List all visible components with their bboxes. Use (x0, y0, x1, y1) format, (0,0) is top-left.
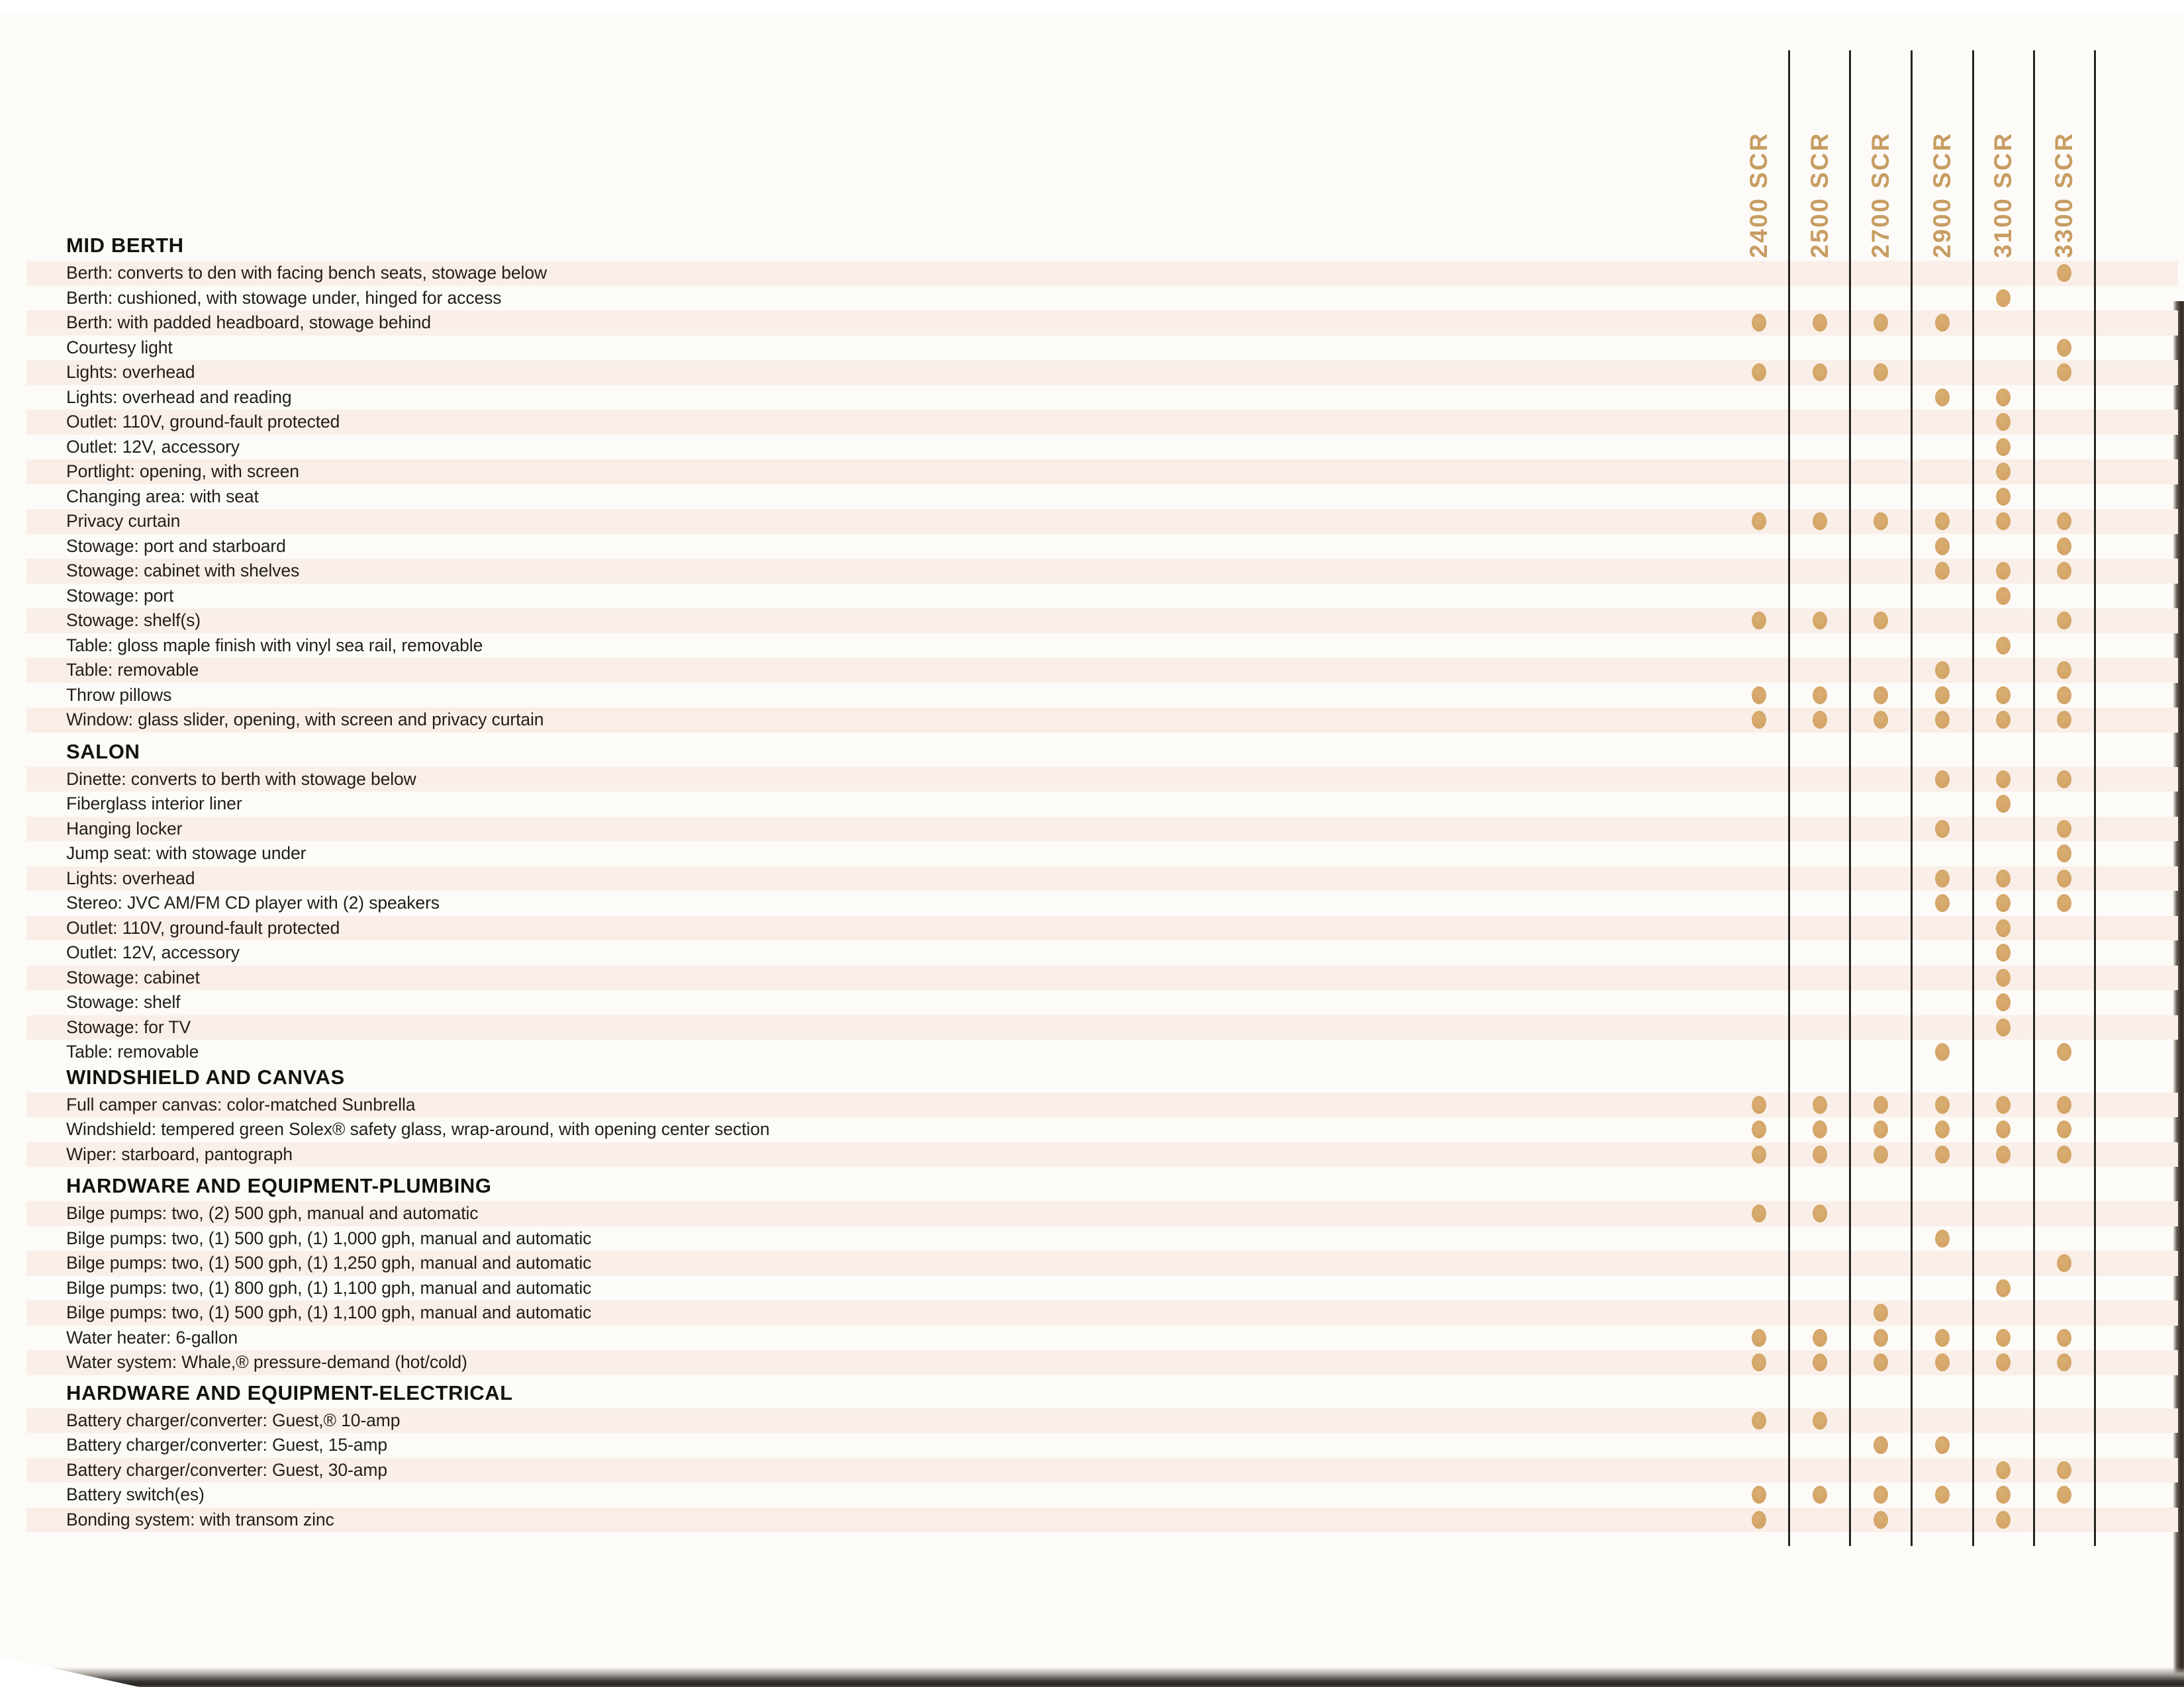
feature-dot-2500 (1813, 512, 1827, 530)
feature-dot-2400 (1752, 1486, 1766, 1504)
feature-dot-2400 (1752, 1329, 1766, 1347)
feature-row (26, 1482, 2178, 1508)
feature-label: Window: glass slider, opening, with screen and privacy curtain (66, 709, 544, 729)
feature-row (26, 1142, 2178, 1167)
section-title: MID BERTH (66, 234, 184, 257)
feature-dot-2500 (1813, 1329, 1827, 1347)
feature-label: Changing area: with seat (66, 486, 259, 506)
feature-label: Wiper: starboard, pantograph (66, 1144, 293, 1164)
feature-row (26, 990, 2178, 1015)
feature-dot-3100 (1996, 1486, 2011, 1504)
column-line-3100 (2033, 50, 2035, 1546)
feature-dot-3100 (1996, 1279, 2011, 1297)
feature-label: Portlight: opening, with screen (66, 461, 299, 481)
feature-dot-3100 (1996, 1353, 2011, 1371)
feature-row (26, 310, 2178, 336)
feature-dot-3300 (2057, 363, 2071, 381)
feature-dot-3300 (2057, 686, 2071, 704)
feature-dot-3300 (2057, 339, 2071, 357)
feature-dot-3100 (1996, 1146, 2011, 1163)
feature-dot-2400 (1752, 612, 1766, 629)
column-line-2500 (1849, 50, 1851, 1546)
feature-row (26, 940, 2178, 966)
feature-row (26, 286, 2178, 311)
feature-dot-2700 (1874, 686, 1888, 704)
column-header-3300-scr: 3300 SCR (2050, 132, 2077, 258)
feature-row (26, 484, 2178, 510)
feature-row (26, 1458, 2178, 1483)
feature-dot-2400 (1752, 1511, 1766, 1529)
feature-dot-2900 (1935, 1120, 1950, 1138)
feature-label: Bilge pumps: two, (2) 500 gph, manual and automatic (66, 1203, 479, 1223)
feature-dot-2900 (1935, 537, 1950, 555)
feature-dot-2400 (1752, 314, 1766, 332)
column-header-2900-scr: 2900 SCR (1928, 132, 1956, 258)
feature-label: Berth: cushioned, with stowage under, hinged for access (66, 287, 502, 308)
feature-row (26, 608, 2178, 633)
feature-dot-3300 (2057, 1461, 2071, 1479)
feature-row (26, 966, 2178, 991)
feature-dot-2900 (1935, 1146, 1950, 1163)
feature-dot-3100 (1996, 1329, 2011, 1347)
feature-label: Throw pillows (66, 684, 172, 705)
feature-label: Windshield: tempered green Solex® safety glass, wrap-around, with opening center section (66, 1119, 770, 1139)
feature-row (26, 1508, 2178, 1533)
feature-row (26, 1276, 2178, 1301)
column-header-3100-scr: 3100 SCR (1989, 132, 2017, 258)
feature-dot-3100 (1996, 795, 2011, 813)
feature-label: Battery switch(es) (66, 1484, 205, 1504)
feature-dot-2900 (1935, 1486, 1950, 1504)
feature-dot-3100 (1996, 919, 2011, 937)
feature-row (26, 633, 2178, 659)
feature-dot-2700 (1874, 1304, 1888, 1322)
feature-dot-2700 (1874, 314, 1888, 332)
feature-dot-2900 (1935, 314, 1950, 332)
feature-label: Outlet: 110V, ground-fault protected (66, 917, 340, 938)
feature-dot-3300 (2057, 820, 2071, 838)
feature-label: Berth: converts to den with facing bench seats, stowage below (66, 263, 547, 283)
feature-dot-3100 (1996, 1511, 2011, 1529)
section-header-hardware-and-equipment-electrical (26, 1375, 1682, 1408)
feature-row (26, 1300, 2178, 1326)
feature-dot-3300 (2057, 1329, 2071, 1347)
feature-dot-2500 (1813, 1096, 1827, 1114)
feature-row (26, 534, 2178, 559)
feature-dot-2500 (1813, 686, 1827, 704)
feature-row (26, 410, 2178, 435)
feature-label: Battery charger/converter: Guest, 30-amp (66, 1459, 387, 1480)
feature-dot-2500 (1813, 1486, 1827, 1504)
feature-dot-3300 (2057, 612, 2071, 629)
feature-dot-3300 (2057, 894, 2071, 912)
feature-dot-2900 (1935, 1329, 1950, 1347)
feature-dot-2700 (1874, 512, 1888, 530)
feature-label: Courtesy light (66, 337, 173, 357)
feature-row (26, 891, 2178, 916)
feature-dot-2700 (1874, 1146, 1888, 1163)
feature-row (26, 866, 2178, 891)
feature-dot-2900 (1935, 686, 1950, 704)
feature-dot-2900 (1935, 894, 1950, 912)
feature-dot-2400 (1752, 1353, 1766, 1371)
feature-dot-2500 (1813, 1412, 1827, 1430)
feature-label: Jump seat: with stowage under (66, 843, 307, 863)
feature-dot-3100 (1996, 637, 2011, 655)
feature-label: Bilge pumps: two, (1) 500 gph, (1) 1,000 gph, manual and automatic (66, 1228, 592, 1248)
column-header-2700-scr: 2700 SCR (1867, 132, 1894, 258)
feature-dot-2500 (1813, 363, 1827, 381)
feature-dot-2500 (1813, 1146, 1827, 1163)
feature-label: Stowage: shelf(s) (66, 610, 201, 630)
section-title: HARDWARE AND EQUIPMENT-ELECTRICAL (66, 1381, 513, 1404)
feature-dot-2900 (1935, 770, 1950, 788)
feature-label: Battery charger/converter: Guest, 15-amp (66, 1435, 387, 1455)
section-header-salon (26, 733, 1682, 767)
feature-dot-2500 (1813, 612, 1827, 629)
feature-row (26, 1226, 2178, 1252)
feature-row (26, 767, 2178, 792)
feature-label: Table: removable (66, 1042, 199, 1062)
feature-label: Bonding system: with transom zinc (66, 1509, 334, 1529)
feature-dot-2700 (1874, 612, 1888, 629)
feature-dot-2500 (1813, 711, 1827, 729)
feature-dot-3300 (2057, 844, 2071, 862)
feature-dot-3100 (1996, 944, 2011, 962)
feature-label: Fiberglass interior liner (66, 794, 242, 813)
feature-row (26, 1201, 2178, 1226)
feature-dot-2400 (1752, 1205, 1766, 1222)
feature-row (26, 1433, 2178, 1458)
feature-label: Bilge pumps: two, (1) 500 gph, (1) 1,250 gph, manual and automatic (66, 1253, 592, 1273)
feature-row (26, 509, 2178, 534)
feature-dot-3100 (1996, 969, 2011, 987)
feature-row (26, 1015, 2178, 1040)
feature-dot-3300 (2057, 1254, 2071, 1272)
feature-dot-2400 (1752, 711, 1766, 729)
section-title: WINDSHIELD AND CANVAS (66, 1065, 345, 1089)
feature-row (26, 1326, 2178, 1351)
feature-dot-2700 (1874, 1511, 1888, 1529)
feature-row (26, 459, 2178, 484)
feature-dot-3100 (1996, 711, 2011, 729)
feature-dot-2400 (1752, 512, 1766, 530)
feature-label: Dinette: converts to berth with stowage below (66, 768, 416, 789)
feature-dot-2900 (1935, 388, 1950, 406)
feature-dot-3100 (1996, 413, 2011, 431)
feature-dot-2500 (1813, 1205, 1827, 1222)
feature-row (26, 707, 2178, 733)
feature-dot-2700 (1874, 1329, 1888, 1347)
feature-dot-3300 (2057, 537, 2071, 555)
feature-dot-3300 (2057, 1120, 2071, 1138)
feature-dot-2700 (1874, 363, 1888, 381)
feature-dot-3100 (1996, 993, 2011, 1011)
feature-label: Stowage: for TV (66, 1017, 191, 1037)
feature-dot-2400 (1752, 1096, 1766, 1114)
column-header-2500-scr: 2500 SCR (1806, 132, 1833, 258)
feature-row (26, 1040, 2178, 1065)
feature-dot-2700 (1874, 1120, 1888, 1138)
feature-dot-3300 (2057, 512, 2071, 530)
scan-bottom-page-edge (0, 1667, 2184, 1687)
column-line-2400 (1788, 50, 1790, 1546)
feature-dot-2500 (1813, 1120, 1827, 1138)
feature-dot-3100 (1996, 438, 2011, 456)
feature-row (26, 792, 2178, 817)
feature-dot-3100 (1996, 770, 2011, 788)
section-title: SALON (66, 739, 140, 763)
feature-dot-2900 (1935, 870, 1950, 888)
feature-dot-2400 (1752, 363, 1766, 381)
feature-dot-3100 (1996, 1096, 2011, 1114)
feature-dot-3100 (1996, 870, 2011, 888)
feature-label: Lights: overhead and reading (66, 387, 292, 407)
feature-dot-2700 (1874, 1353, 1888, 1371)
feature-row (26, 360, 2178, 385)
feature-dot-3300 (2057, 1096, 2071, 1114)
feature-dot-2500 (1813, 1353, 1827, 1371)
feature-dot-2900 (1935, 711, 1950, 729)
feature-label: Bilge pumps: two, (1) 500 gph, (1) 1,100 gph, manual and automatic (66, 1302, 592, 1322)
feature-row (26, 336, 2178, 361)
feature-row (26, 1350, 2178, 1375)
feature-dot-2500 (1813, 314, 1827, 332)
feature-dot-3300 (2057, 661, 2071, 679)
feature-row (26, 841, 2178, 866)
feature-dot-3100 (1996, 1019, 2011, 1036)
feature-dot-2700 (1874, 1096, 1888, 1114)
feature-label: Bilge pumps: two, (1) 800 gph, (1) 1,100 gph, manual and automatic (66, 1277, 592, 1298)
feature-label: Table: gloss maple finish with vinyl sea rail, removable (66, 635, 483, 655)
feature-row (26, 584, 2178, 609)
column-line-2700 (1911, 50, 1913, 1546)
feature-dot-2900 (1935, 562, 1950, 580)
feature-dot-3100 (1996, 587, 2011, 605)
feature-dot-3300 (2057, 711, 2071, 729)
feature-label: Stowage: cabinet with shelves (66, 561, 300, 580)
feature-dot-2900 (1935, 1353, 1950, 1371)
feature-dot-3300 (2057, 264, 2071, 282)
feature-dot-2900 (1935, 661, 1950, 679)
feature-label: Battery charger/converter: Guest,® 10-amp (66, 1410, 401, 1430)
feature-dot-3100 (1996, 686, 2011, 704)
feature-dot-3100 (1996, 1120, 2011, 1138)
feature-dot-2900 (1935, 1436, 1950, 1454)
feature-dot-2400 (1752, 1146, 1766, 1163)
feature-dot-3100 (1996, 289, 2011, 307)
feature-dot-3300 (2057, 1353, 2071, 1371)
section-header-hardware-and-equipment-plumbing (26, 1167, 1682, 1201)
feature-dot-3100 (1996, 388, 2011, 406)
feature-row (26, 385, 2178, 410)
feature-label: Stowage: port (66, 585, 174, 606)
column-line-2900 (1972, 50, 1974, 1546)
feature-dot-2700 (1874, 711, 1888, 729)
feature-dot-2900 (1935, 1043, 1950, 1061)
feature-label: Berth: with padded headboard, stowage behind (66, 312, 432, 332)
feature-dot-3100 (1996, 488, 2011, 506)
feature-label: Lights: overhead (66, 868, 195, 888)
feature-row (26, 1117, 2178, 1142)
feature-dot-2700 (1874, 1436, 1888, 1454)
feature-row (26, 1251, 2178, 1276)
section-title: HARDWARE AND EQUIPMENT-PLUMBING (66, 1174, 492, 1197)
feature-dot-3100 (1996, 512, 2011, 530)
feature-row (26, 1093, 2178, 1118)
feature-label: Stowage: shelf (66, 992, 181, 1012)
feature-dot-3300 (2057, 1486, 2071, 1504)
feature-label: Hanging locker (66, 818, 183, 839)
feature-row (26, 916, 2178, 941)
feature-label: Table: removable (66, 660, 199, 680)
feature-label: Privacy curtain (66, 511, 181, 531)
feature-row (26, 261, 2178, 286)
feature-label: Water system: Whale,® pressure-demand (hot/cold) (66, 1352, 467, 1372)
feature-label: Outlet: 110V, ground-fault protected (66, 412, 340, 432)
feature-row (26, 817, 2178, 842)
column-header-2400-scr: 2400 SCR (1745, 132, 1772, 258)
feature-label: Lights: overhead (66, 362, 195, 382)
feature-label: Water heater: 6-gallon (66, 1327, 238, 1347)
feature-dot-2700 (1874, 1486, 1888, 1504)
feature-dot-2400 (1752, 1412, 1766, 1430)
feature-dot-3300 (2057, 1043, 2071, 1061)
feature-dot-2900 (1935, 820, 1950, 838)
feature-label: Stowage: cabinet (66, 967, 200, 987)
feature-row (26, 1408, 2178, 1434)
feature-label: Outlet: 12V, accessory (66, 436, 240, 457)
column-line-3300 (2094, 50, 2096, 1546)
feature-label: Outlet: 12V, accessory (66, 942, 240, 962)
feature-dot-2400 (1752, 1120, 1766, 1138)
feature-dot-3300 (2057, 1146, 2071, 1163)
feature-label: Stowage: port and starboard (66, 535, 286, 556)
feature-dot-2900 (1935, 512, 1950, 530)
feature-label: Stereo: JVC AM/FM CD player with (2) speakers (66, 893, 440, 913)
feature-dot-3100 (1996, 562, 2011, 580)
section-header-windshield-and-canvas (26, 1065, 1682, 1093)
feature-dot-2900 (1935, 1096, 1950, 1114)
feature-dot-3100 (1996, 894, 2011, 912)
feature-dot-3300 (2057, 562, 2071, 580)
feature-dot-2900 (1935, 1230, 1950, 1248)
feature-dot-2400 (1752, 686, 1766, 704)
section-header-mid-berth (26, 224, 1682, 261)
feature-label: Full camper canvas: color-matched Sunbrella (66, 1094, 416, 1115)
feature-row (26, 683, 2178, 708)
feature-dot-3300 (2057, 770, 2071, 788)
feature-row (26, 559, 2178, 584)
scan-top-edge (0, 0, 2184, 15)
feature-dot-3100 (1996, 463, 2011, 480)
feature-dot-3300 (2057, 870, 2071, 888)
feature-dot-3100 (1996, 1461, 2011, 1479)
feature-row (26, 435, 2178, 460)
feature-row (26, 658, 2178, 683)
